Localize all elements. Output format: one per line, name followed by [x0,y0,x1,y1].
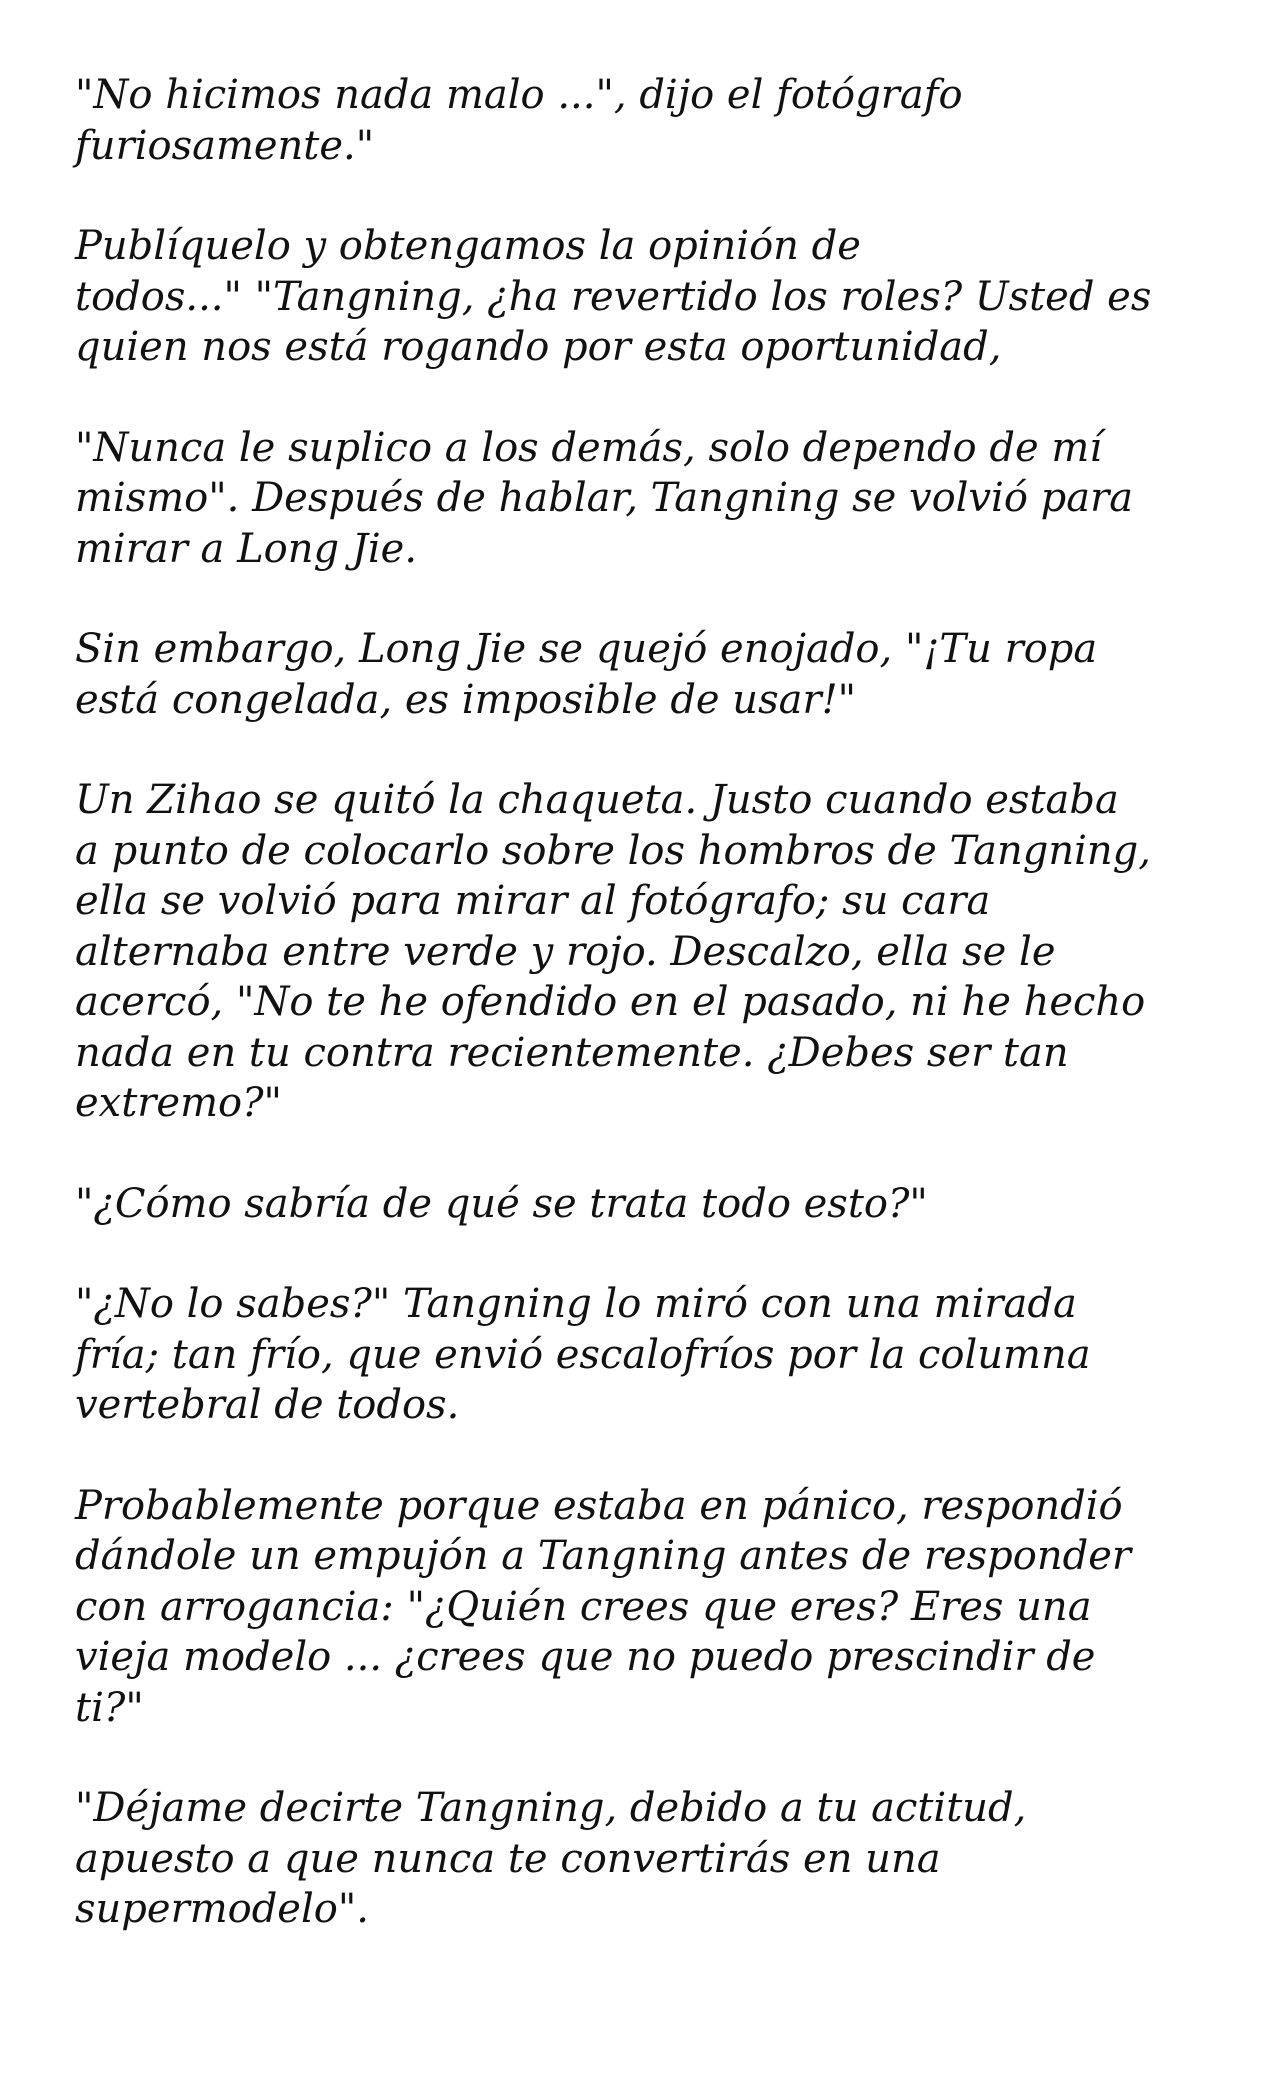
text-line: Sin embargo, Long Jie se quejó enojado, "¡Tu ropa [75,626,1098,672]
document-page [75,70,1215,1985]
text-line: Un Zihao se quitó la chaqueta. Justo cuando estaba [75,777,1119,823]
text-line: mirar a Long Jie. [75,525,418,572]
text-line: "Déjame decirte Tangning, debido a tu actitud, [75,1785,1027,1831]
text-line: quien nos está rogando por esta oportunidad, [75,324,1002,370]
text-line: todos..." "Tangning, ¿ha revertido los roles? Usted es [75,273,1152,320]
text-line: "¿No lo sabes?" Tangning lo miró con una mirada [75,1281,1077,1327]
text-line: vieja modelo ... ¿crees que no puedo prescindir de [75,1634,1096,1680]
text-line: "¿Cómo sabría de qué se trata todo esto?" [75,1180,928,1227]
text-line: "Nunca le suplico a los demás, solo dependo de mí [75,424,1103,471]
text-line: fría; tan frío, que envió escalofríos por la columna [75,1331,1091,1378]
text-line: nada en tu contra recientemente. ¿Debes ser tan [75,1029,1069,1076]
text-line: furiosamente." [75,122,375,169]
text-line: "No hicimos nada malo ...", dijo el fotógrafo [75,72,963,118]
paragraph [75,221,1215,373]
text-line: Publíquelo y obtengamos la opinión de [75,223,861,269]
paragraph [75,423,1215,575]
text-line: con arrogancia: "¿Quién crees que eres? Eres una [75,1583,1092,1630]
text-line: ti?" [75,1684,144,1731]
paragraph [75,624,1215,725]
text-line: extremo?" [75,1080,282,1126]
paragraph [75,775,1215,1129]
text-line: a punto de colocarlo sobre los hombros de Tangning, [75,827,1151,874]
text-line: dándole un empujón a Tangning antes de responder [75,1533,1131,1579]
text-line: ella se volvió para mirar al fotógrafo; su cara [75,878,991,924]
text-line: alternaba entre verde y rojo. Descalzo, ella se le [75,928,1056,975]
text-line: supermodelo". [75,1886,369,1932]
paragraph [75,70,1215,171]
text-line: Probablemente porque estaba en pánico, respondió [75,1482,1123,1529]
text-line: mismo". Después de hablar, Tangning se volvió para [75,475,1134,521]
paragraph [75,1783,1215,1935]
paragraph [75,1179,1215,1230]
text-line: vertebral de todos. [75,1382,460,1428]
text-line: apuesto a que nunca te convertirás en una [75,1835,941,1882]
text-line: acercó, "No te he ofendido en el pasado, ni he hecho [75,979,1146,1025]
text-line: está congelada, es imposible de usar!" [75,676,857,723]
paragraph [75,1481,1215,1734]
paragraph [75,1279,1215,1431]
